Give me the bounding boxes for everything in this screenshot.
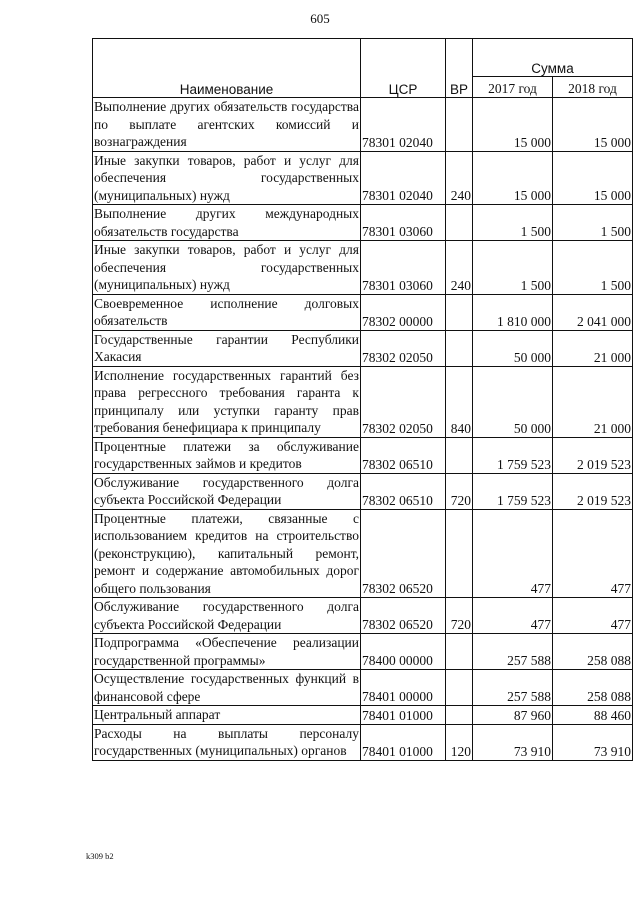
row-csr: 78301 02040	[361, 98, 446, 152]
row-name: Осуществление государственных функций в финансовой сфере	[94, 671, 359, 704]
header-year-2018: 2018 год	[553, 76, 633, 97]
row-name: Исполнение государственных гарантий без права регрессного требования гаранта к принципалу или уступки гаранту прав требования бенефициара к принципалу	[94, 367, 359, 435]
row-vr	[446, 330, 473, 366]
footer-code: k309 b2	[86, 851, 114, 861]
row-vr: 120	[446, 724, 473, 760]
row-name: Иные закупки товаров, работ и услуг для обеспечения государственных (муниципальных) нужд	[94, 152, 359, 203]
row-csr: 78302 06520	[361, 598, 446, 634]
table-row	[93, 670, 633, 706]
header-sum: Сумма	[473, 39, 633, 77]
header-csr: ЦСР	[361, 39, 446, 98]
header-year-2017: 2017 год	[473, 76, 553, 97]
row-name: Процентные платежи за обслуживание государственных займов и кредитов	[94, 438, 359, 471]
row-name: Процентные платежи, связанные с использованием кредитов на строительство (реконструкцию), капитальный ремонт, ремонт и содержание автомобильных дорог общего пользования	[94, 510, 359, 596]
row-sum-2018: 2 019 523	[553, 473, 633, 509]
row-sum-2017: 87 960	[473, 706, 553, 725]
row-sum-2018: 15 000	[553, 151, 633, 205]
table-row	[93, 241, 633, 295]
row-vr: 720	[446, 598, 473, 634]
row-sum-2018: 15 000	[553, 98, 633, 152]
row-vr	[446, 205, 473, 241]
table-row	[93, 634, 633, 670]
table-row	[93, 205, 633, 241]
row-vr	[446, 670, 473, 706]
row-vr	[446, 437, 473, 473]
row-sum-2017: 50 000	[473, 330, 553, 366]
row-vr	[446, 294, 473, 330]
row-csr: 78302 06510	[361, 473, 446, 509]
table-row	[93, 330, 633, 366]
row-csr: 78302 02050	[361, 330, 446, 366]
table-row	[93, 473, 633, 509]
table-row	[93, 598, 633, 634]
row-csr: 78301 03060	[361, 205, 446, 241]
row-vr	[446, 634, 473, 670]
table-row	[93, 366, 633, 437]
row-csr: 78302 00000	[361, 294, 446, 330]
row-sum-2018: 2 019 523	[553, 437, 633, 473]
row-name: Расходы на выплаты персоналу государственных (муниципальных) органов	[94, 725, 359, 758]
row-sum-2017: 15 000	[473, 151, 553, 205]
row-name: Выполнение других международных обязательств государства	[94, 206, 359, 239]
row-sum-2018: 2 041 000	[553, 294, 633, 330]
row-csr: 78302 06520	[361, 509, 446, 598]
row-sum-2018: 21 000	[553, 366, 633, 437]
row-sum-2018: 477	[553, 509, 633, 598]
row-sum-2017: 1 500	[473, 241, 553, 295]
row-sum-2017: 1 810 000	[473, 294, 553, 330]
row-sum-2018: 21 000	[553, 330, 633, 366]
row-csr: 78301 03060	[361, 241, 446, 295]
row-sum-2017: 15 000	[473, 98, 553, 152]
row-vr: 240	[446, 241, 473, 295]
table-row	[93, 706, 633, 725]
table-row	[93, 724, 633, 760]
table-header-row	[93, 39, 633, 77]
row-sum-2017: 1 759 523	[473, 473, 553, 509]
row-sum-2018: 258 088	[553, 670, 633, 706]
row-vr	[446, 509, 473, 598]
row-sum-2018: 73 910	[553, 724, 633, 760]
row-vr: 840	[446, 366, 473, 437]
row-sum-2018: 88 460	[553, 706, 633, 725]
table-row	[93, 151, 633, 205]
row-name: Центральный аппарат	[93, 706, 361, 725]
row-vr: 720	[446, 473, 473, 509]
row-name: Подпрограмма «Обеспечение реализации государственной программы»	[94, 635, 359, 668]
table-row	[93, 294, 633, 330]
row-sum-2018: 477	[553, 598, 633, 634]
row-sum-2017: 257 588	[473, 670, 553, 706]
row-name: Обслуживание государственного долга субъекта Российской Федерации	[94, 599, 359, 632]
row-sum-2017: 477	[473, 598, 553, 634]
row-sum-2017: 1 500	[473, 205, 553, 241]
row-csr: 78302 02050	[361, 366, 446, 437]
row-csr: 78401 01000	[361, 724, 446, 760]
row-vr: 240	[446, 151, 473, 205]
budget-table	[92, 38, 633, 761]
row-vr	[446, 706, 473, 725]
row-sum-2018: 258 088	[553, 634, 633, 670]
row-csr: 78401 00000	[361, 670, 446, 706]
row-sum-2017: 477	[473, 509, 553, 598]
header-vr: ВР	[446, 39, 473, 98]
page-number: 605	[310, 11, 330, 26]
row-name: Выполнение других обязательств государства по выплате агентских комиссий и вознаграждения	[94, 99, 359, 149]
table-row	[93, 509, 633, 598]
row-sum-2017: 1 759 523	[473, 437, 553, 473]
row-name: Обслуживание государственного долга субъекта Российской Федерации	[94, 474, 359, 507]
table-row	[93, 98, 633, 152]
row-sum-2018: 1 500	[553, 205, 633, 241]
row-name: Своевременное исполнение долговых обязательств	[94, 295, 359, 328]
table-row	[93, 437, 633, 473]
row-sum-2018: 1 500	[553, 241, 633, 295]
row-csr: 78302 06510	[361, 437, 446, 473]
row-vr	[446, 98, 473, 152]
row-sum-2017: 50 000	[473, 366, 553, 437]
row-name: Иные закупки товаров, работ и услуг для обеспечения государственных (муниципальных) нужд	[94, 242, 359, 292]
row-sum-2017: 257 588	[473, 634, 553, 670]
row-csr: 78400 00000	[361, 634, 446, 670]
row-csr: 78301 02040	[361, 151, 446, 205]
header-name: Наименование	[93, 39, 361, 98]
row-name: Государственные гарантии Республики Хакасия	[94, 331, 359, 364]
row-sum-2017: 73 910	[473, 724, 553, 760]
row-csr: 78401 01000	[361, 706, 446, 725]
